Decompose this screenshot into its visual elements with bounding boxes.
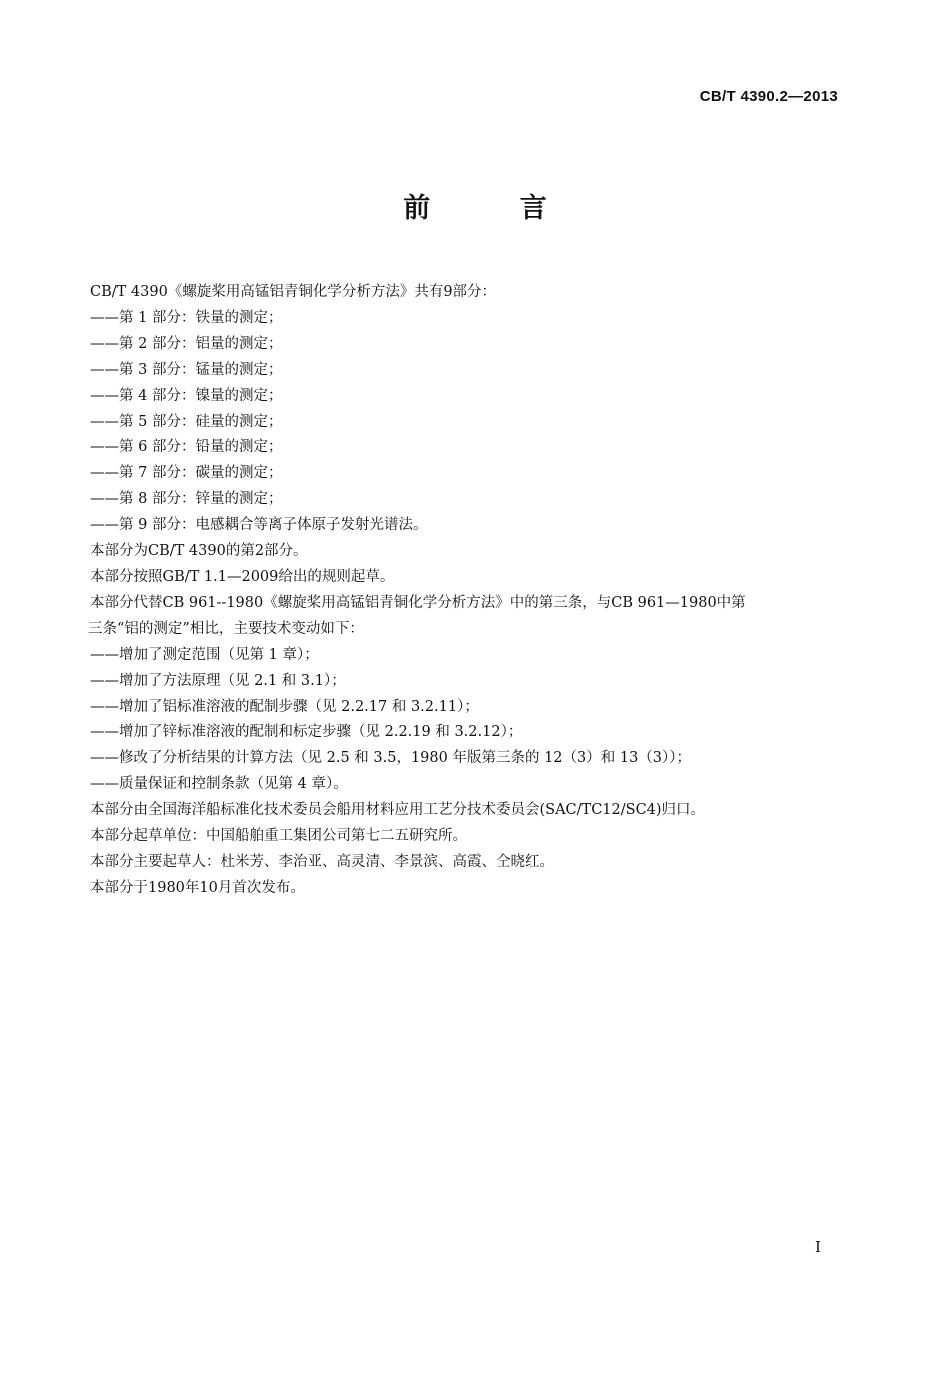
part-of-paragraph: 本部分为CB/T 4390的第2部分。 xyxy=(90,543,308,560)
page-number: I xyxy=(815,1238,821,1256)
part-item: ——第 2 部分：铝量的测定； xyxy=(90,335,283,352)
part-item: ——第 6 部分：铅量的测定； xyxy=(90,439,283,456)
change-item: ——修改了分析结果的计算方法（见 2.5 和 3.5，1980 年版第三条的 12（3）和 13（3））； xyxy=(90,750,692,767)
change-item: ——增加了锌标准溶液的配制和标定步骤（见 2.2.19 和 3.2.12）； xyxy=(90,724,523,741)
standard-code: CB/T 4390.2—2013 xyxy=(699,88,838,105)
change-item: ——质量保证和控制条款（见第 4 章）。 xyxy=(90,776,348,793)
change-item: ——增加了铝标准溶液的配制步骤（见 2.2.17 和 3.2.11）； xyxy=(90,698,479,715)
first-issue-paragraph: 本部分于1980年10月首次发布。 xyxy=(90,879,305,896)
part-item: ——第 9 部分：电感耦合等离子体原子发射光谱法。 xyxy=(90,517,428,534)
part-item: ——第 1 部分：铁量的测定； xyxy=(90,309,283,326)
committee-paragraph: 本部分由全国海洋船标准化技术委员会船用材料应用工艺分技术委员会(SAC/TC12/SC4)归口。 xyxy=(90,802,706,819)
foreword-content xyxy=(90,280,842,902)
part-item: ——第 8 部分：锌量的测定； xyxy=(90,491,283,508)
part-item: ——第 5 部分：硅量的测定； xyxy=(90,413,283,430)
drafting-rules-paragraph: 本部分按照GB/T 1.1—2009给出的规则起草。 xyxy=(90,568,395,585)
change-item: ——增加了测定范围（见第 1 章）； xyxy=(90,646,319,663)
replaces-paragraph-line1: 本部分代替CB 961--1980《螺旋桨用高锰铝青铜化学分析方法》中的第三条，与CB 961—1980中第 xyxy=(90,594,746,611)
drafting-unit-paragraph: 本部分起草单位：中国船舶重工集团公司第七二五研究所。 xyxy=(90,828,467,845)
part-item: ——第 7 部分：碳量的测定； xyxy=(90,465,283,482)
replaces-paragraph-line2: 三条“铝的测定”相比，主要技术变动如下： xyxy=(88,620,364,637)
drafters-paragraph: 本部分主要起草人：杜米芳、李治亚、高灵清、李景滨、高霞、仝晓红。 xyxy=(90,853,554,870)
part-item: ——第 4 部分：镍量的测定； xyxy=(90,387,283,404)
page-title: 前 言 xyxy=(403,193,587,224)
change-item: ——增加了方法原理（见 2.1 和 3.1）； xyxy=(90,672,346,689)
part-item: ——第 3 部分：锰量的测定； xyxy=(90,361,283,378)
intro-paragraph: CB/T 4390《螺旋桨用高锰铝青铜化学分析方法》共有9部分： xyxy=(90,284,497,300)
